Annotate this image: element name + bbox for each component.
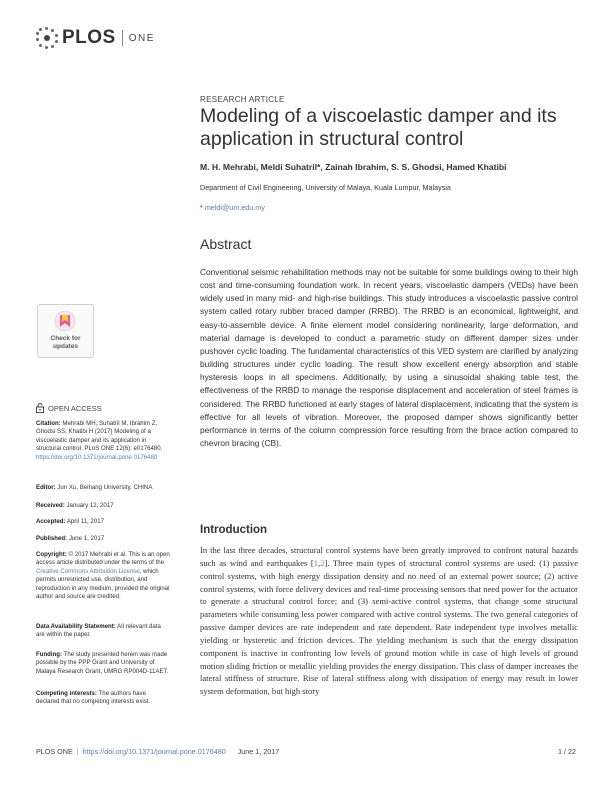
intro-text-start: In the last three decades, structural control systems have been greatly improved to confront natural hazards such as wind and earthquakes [ bbox=[200, 545, 578, 568]
check-for-updates-badge[interactable] bbox=[37, 304, 94, 358]
abstract-heading: Abstract bbox=[200, 236, 252, 252]
published-block bbox=[36, 535, 170, 543]
copyright-text-2: , which permits unrestricted use, distribution, and reproduction in any medium, provided the original author and source are credited. bbox=[36, 567, 170, 601]
article-title: Modeling of a viscoelastic damper and its application in structural control bbox=[200, 105, 557, 150]
data-availability-label: Data Availability Statement: bbox=[36, 623, 116, 630]
email-star: * bbox=[200, 203, 203, 212]
citation-block bbox=[36, 420, 170, 462]
received-block bbox=[36, 502, 170, 510]
received-text: January 12, 2017 bbox=[66, 502, 114, 509]
logo-divider bbox=[122, 30, 123, 46]
citation-label: Citation: bbox=[36, 420, 61, 427]
footer-journal: PLOS ONE bbox=[36, 747, 73, 756]
footer-doi-link[interactable]: https://doi.org/10.1371/journal.pone.0176480 bbox=[82, 747, 226, 756]
open-access-text: OPEN ACCESS bbox=[48, 403, 102, 413]
introduction-text bbox=[200, 544, 578, 698]
bookmark-icon bbox=[54, 310, 76, 332]
funding-label: Funding: bbox=[36, 651, 63, 658]
plos-logo-icon bbox=[36, 27, 58, 49]
accepted-text: April 11, 2017 bbox=[66, 518, 104, 525]
copyright-block bbox=[36, 551, 170, 601]
accepted-label: Accepted: bbox=[36, 518, 66, 525]
page-footer bbox=[36, 747, 576, 756]
journal-name: ONE bbox=[128, 32, 155, 44]
corresponding-email bbox=[200, 203, 265, 212]
affiliation: Department of Civil Engineering, University of Malaya, Kuala Lumpur, Malaysia bbox=[200, 183, 451, 192]
data-availability-block bbox=[36, 623, 170, 640]
footer-date: June 1, 2017 bbox=[237, 747, 280, 756]
open-lock-icon bbox=[36, 403, 44, 413]
published-label: Published: bbox=[36, 535, 68, 542]
abstract-text: Conventional seismic rehabilitation methods may not be suitable for some buildings owing to their high cost and time-consuming foundation work. In recent years, viscoelastic dampers (VEDs) have been widely used in many mid- and high-rise buildings. This study introduces a viscoelastic passive control system called rotary rubber braced damper (RRBD). The RRBD is an economical, lightweight, and easy-to-assemble device. A finite element model considering nonlinearity, large deformation, and material damage is developed to conduct a parametric study on different damper sizes under pushover cyclic loading. The fundamental characteristics of this VED system are clarified by analyzing building structures under cyclic loading. The result show excellent energy absorption and stable hysteresis loops in all specimens. Additionally, by using a sinusoidal shaking table test, the effectiveness of the RRBD to manage the response displacement and acceleration of steel frames is considered. The RRBD functioned at early stages of lateral displacement, indicating that the system is effective for all levels of vibration. Moreover, the proposed damper shows significantly better performance in terms of the column compression force resulting from the brace action compared to chevron bracing (CB). bbox=[200, 267, 578, 449]
editor-label: Editor: bbox=[36, 484, 56, 491]
competing-interests-block bbox=[36, 690, 170, 707]
open-access-label bbox=[36, 403, 102, 413]
article-type: RESEARCH ARTICLE bbox=[200, 95, 285, 104]
author-list: M. H. Mehrabi, Meldi Suhatril*, Zainah Ibrahim, S. S. Ghodsi, Hamed Khatibi bbox=[200, 162, 507, 172]
badge-line-1: Check for bbox=[50, 335, 81, 342]
footer-divider: | bbox=[76, 747, 79, 756]
copyright-text-1: © 2017 Mehrabi et al. This is an open access article distributed under the terms of the bbox=[36, 551, 170, 567]
accepted-block bbox=[36, 518, 170, 526]
copyright-label: Copyright: bbox=[36, 551, 67, 558]
competing-interests-text: The authors have declared that no competing interests exist. bbox=[36, 690, 151, 706]
journal-brand: PLOS bbox=[62, 27, 116, 48]
funding-text: The study presented herein was made possible by the PPP Grant and University of Malaya Research Grant, UMRG RP004D-11AET. bbox=[36, 651, 169, 675]
introduction-heading: Introduction bbox=[200, 524, 268, 536]
reference-link-2[interactable]: 2 bbox=[320, 557, 325, 568]
published-text: June 1, 2017 bbox=[68, 535, 105, 542]
funding-block bbox=[36, 651, 170, 676]
citation-text: Mehrabi MH, Suhatril M, Ibrahim Z, Ghodsi SS, Khatibi H (2017) Modeling of a viscoelastic damper and its application in structural control. PLoS ONE 12(6): e0176480. bbox=[36, 420, 163, 453]
editor-text: Jun Xu, Beihang University, CHINA bbox=[57, 484, 153, 491]
plos-one-logo[interactable] bbox=[36, 27, 155, 49]
competing-interests-label: Competing interests: bbox=[36, 690, 97, 697]
editor-block bbox=[36, 484, 170, 492]
citation-doi-link[interactable]: https://doi.org/10.1371/journal.pone.0176480 bbox=[36, 453, 158, 461]
reference-separator: , bbox=[318, 557, 321, 568]
badge-line-2: updates bbox=[53, 342, 78, 350]
email-link[interactable]: meldi@um.edu.my bbox=[204, 203, 265, 212]
received-label: Received: bbox=[36, 502, 65, 509]
intro-text-rest: ]. Three main types of structural control systems are used: (1) passive control systems, with high energy dissipation density and no need of an external power source; (2) active control systems, with force delivery devices and real-time processing sensors that need power for the actuator to generate a structural control force; and (3) semi-active control systems, that change some structural parameters while consuming less power compared with active control systems. The two general categories of passive damper devices are rate independent and rate dependent. Rate independent type involves metallic yielding or hysteretic and friction devices. The yielding mechanism is such that the energy dissipation component is inactive in confronting low levels of ground motion while in case of high levels of ground motion sliding friction or metallic yielding provides the energy dissipation. This class of damper increases the lateral stiffness of structure. Rise of lateral stiffness along with dissipation of energy may result in lower system deformation, but high story bbox=[200, 557, 578, 697]
license-link[interactable]: Creative Commons Attribution License bbox=[36, 567, 140, 575]
data-availability-text: All relevant data are within the paper. bbox=[36, 623, 161, 639]
page-number: 1 / 22 bbox=[558, 747, 576, 756]
reference-link-1[interactable]: 1 bbox=[313, 557, 319, 568]
